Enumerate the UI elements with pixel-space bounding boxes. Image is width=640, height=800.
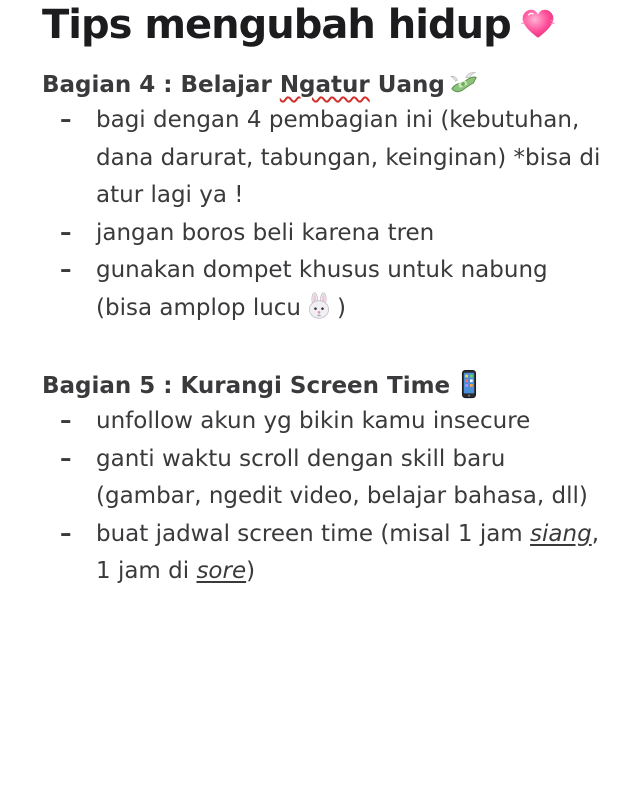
list-item bbox=[42, 441, 602, 516]
list-item-text: buat jadwal screen time (misal 1 jam bbox=[96, 520, 531, 547]
underlined-word-sore: sore bbox=[196, 558, 247, 584]
list-item-text: jangan boros beli karena tren bbox=[96, 219, 435, 246]
list-item-text: gunakan dompet khusus untuk nabung (bisa amplop lucu bbox=[96, 257, 548, 321]
section-heading-bagian-4 bbox=[42, 68, 602, 102]
note-title-text: Tips mengubah hidup bbox=[42, 2, 511, 48]
bullet-list-bagian-5 bbox=[42, 403, 602, 591]
section-heading-bagian-5 bbox=[42, 369, 602, 403]
list-item-text: ganti waktu scroll dengan skill baru (gambar, ngedit video, belajar bahasa, dll) bbox=[96, 445, 588, 509]
list-item-text: bagi dengan 4 pembagian ini (kebutuhan, dana darurat, tabungan, keinginan) *bisa di atur lagi ya ! bbox=[96, 107, 601, 208]
list-item-text: unfollow akun yg bikin kamu insecure bbox=[96, 408, 531, 434]
list-item bbox=[42, 403, 602, 441]
section-bagian-5 bbox=[42, 369, 602, 591]
list-item-text-end: ) bbox=[337, 294, 346, 321]
list-item bbox=[42, 252, 602, 327]
list-item bbox=[42, 215, 602, 253]
heading-text-prefix: Bagian 4 : Belajar bbox=[42, 72, 280, 98]
dash-bullet: – bbox=[60, 445, 72, 472]
list-item-text-middle: , 1 jam di bbox=[96, 520, 599, 584]
dash-bullet: – bbox=[60, 257, 72, 283]
pink-heart-icon bbox=[521, 8, 555, 42]
note-title bbox=[42, 2, 555, 48]
section-bagian-4 bbox=[42, 68, 602, 327]
dash-bullet: – bbox=[60, 408, 72, 434]
dash-bullet: – bbox=[60, 107, 72, 133]
flying-money-icon bbox=[449, 68, 479, 98]
misspelled-word[interactable]: Ngatur bbox=[279, 72, 370, 98]
rabbit-face-icon bbox=[305, 292, 333, 320]
underlined-word-siang: siang bbox=[530, 520, 592, 547]
heading-text: Bagian 5 : Kurangi Screen Time bbox=[42, 373, 451, 399]
heading-text-suffix: Uang bbox=[369, 72, 445, 98]
list-item bbox=[42, 516, 602, 591]
list-item-text-end: ) bbox=[246, 558, 256, 584]
mobile-phone-icon bbox=[454, 369, 484, 399]
dash-bullet: – bbox=[60, 520, 72, 547]
list-item bbox=[42, 102, 602, 215]
bullet-list-bagian-4 bbox=[42, 102, 602, 327]
dash-bullet: – bbox=[60, 219, 72, 246]
